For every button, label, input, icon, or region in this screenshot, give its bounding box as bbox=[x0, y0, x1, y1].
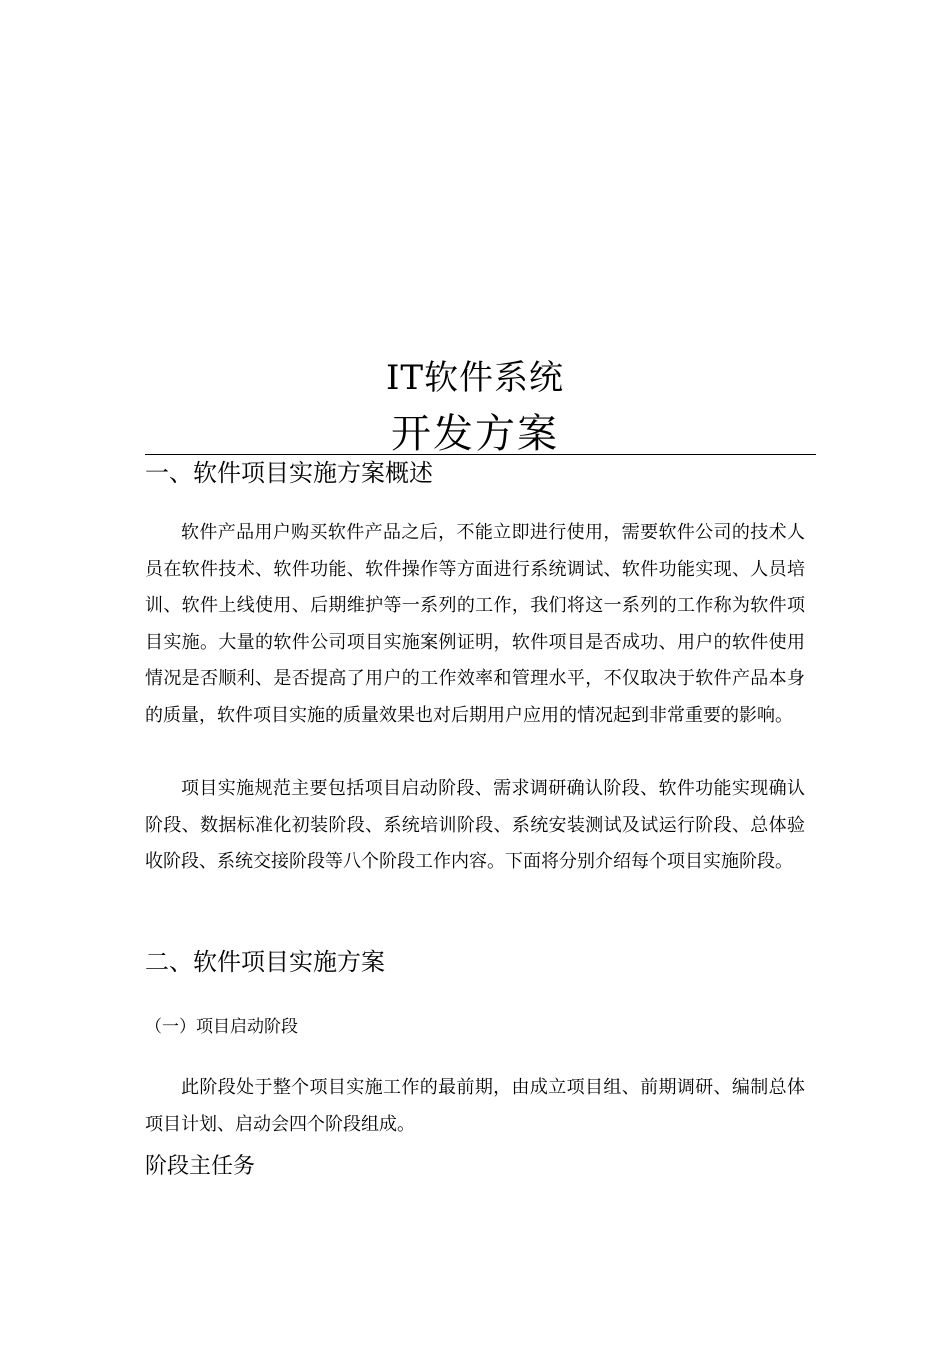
section-1-heading: 一、软件项目实施方案概述 bbox=[145, 459, 433, 487]
section-2-paragraph: 此阶段处于整个项目实施工作的最前期，由成立项目组、前期调研、编制总体项目计划、启动会四个阶段组成。 bbox=[145, 1077, 805, 1135]
document-title-line-2: 开发方案 bbox=[391, 411, 559, 457]
section-2-subheading: （一）项目启动阶段 bbox=[145, 1017, 298, 1037]
stage-task-label: 阶段主任务 bbox=[145, 1154, 256, 1179]
section-1-paragraph-2: 项目实施规范主要包括项目启动阶段、需求调研确认阶段、软件功能实现确认阶段、数据标准化初装阶段、系统培训阶段、系统安装测试及试运行阶段、总体验收阶段、系统交接阶段等八个阶段工作内容。下面将分别介绍每个项目实施阶段。 bbox=[145, 778, 805, 873]
section-2-heading: 二、软件项目实施方案 bbox=[145, 948, 385, 976]
section-1-paragraph-1: 软件产品用户购买软件产品之后，不能立即进行使用，需要软件公司的技术人员在软件技术、软件功能、软件操作等方面进行系统调试、软件功能实现、人员培训、软件上线使用、后期维护等一系列的工作，我们将这一系列的工作称为软件项目实施。大量的软件公司项目实施案例证明，软件项目是否成功、用户的软件使用情况是否顺利、是否提高了用户的工作效率和管理水平，不仅取决于软件产品本身的质量，软件项目实施的质量效果也对后期用户应用的情况起到非常重要的影响。 bbox=[145, 522, 805, 726]
document-title-line-1: IT软件系统 bbox=[385, 358, 565, 398]
title-divider bbox=[145, 454, 816, 455]
